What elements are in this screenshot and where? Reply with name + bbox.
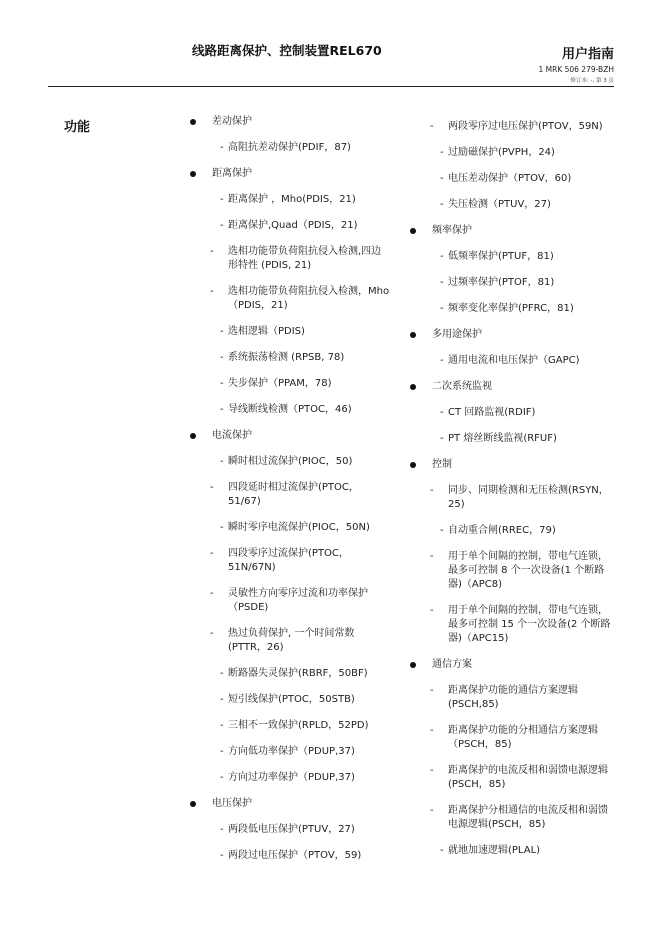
category-item — [190, 115, 390, 129]
dash-marker: - — [440, 433, 444, 444]
function-label: 用于单个间隔的控制，带电气连锁，最多可控制 8 个一次设备(1 个断路器)（APC8) — [448, 551, 608, 590]
dash-marker: - — [440, 525, 444, 536]
category-label: 电压保护 — [212, 798, 252, 809]
function-item — [410, 432, 615, 446]
category-item — [190, 429, 390, 443]
dash-marker: - — [220, 352, 224, 363]
bullet-icon — [410, 662, 416, 668]
function-label: PT 熔丝断线监视(RFUF) — [448, 433, 557, 444]
function-label: 灵敏性方向零序过流和功率保护（PSDE) — [228, 588, 368, 613]
dash-marker: - — [220, 668, 224, 679]
function-item — [190, 547, 390, 575]
category-label: 二次系统监视 — [432, 381, 492, 392]
dash-marker: - — [430, 805, 434, 816]
function-item — [190, 745, 390, 759]
function-item — [190, 719, 390, 733]
dash-marker: - — [440, 147, 444, 158]
dash-marker: - — [440, 845, 444, 856]
dash-marker: - — [440, 407, 444, 418]
function-item — [190, 193, 390, 207]
dash-marker: - — [440, 173, 444, 184]
bullet-icon — [190, 171, 196, 177]
function-item — [410, 844, 615, 858]
function-label: 两段零序过电压保护(PTOV，59N) — [448, 121, 603, 132]
dash-marker: - — [440, 277, 444, 288]
bullet-icon — [410, 462, 416, 468]
function-label: 用于单个间隔的控制，带电气连锁，最多可控制 15 个一次设备(2 个断路器)（APC15) — [448, 605, 611, 644]
category-label: 差动保护 — [212, 116, 252, 127]
dash-marker: - — [440, 199, 444, 210]
bullet-icon — [190, 801, 196, 807]
function-item — [410, 250, 615, 264]
function-item — [190, 667, 390, 681]
dash-marker: - — [430, 605, 434, 616]
bullet-icon — [190, 433, 196, 439]
function-item — [190, 219, 390, 233]
function-label: 断路器失灵保护(RBRF，50BF) — [228, 668, 368, 679]
dash-marker: - — [210, 548, 214, 559]
function-label: 选相功能带负荷阻抗侵入检测,四边形特性 (PDIS, 21) — [228, 246, 382, 271]
dash-marker: - — [220, 378, 224, 389]
function-item — [190, 285, 390, 313]
function-label: 三相不一致保护(RPLD，52PD) — [228, 720, 369, 731]
function-label: 距离保护功能的分相通信方案逻辑（PSCH，85) — [448, 725, 598, 750]
dash-marker: - — [220, 824, 224, 835]
dash-marker: - — [220, 404, 224, 415]
function-label: 自动重合闸(RREC，79) — [448, 525, 556, 536]
function-list-right-column — [410, 120, 615, 870]
dash-marker: - — [210, 628, 214, 639]
function-label: 方向低功率保护（PDUP,37) — [228, 746, 355, 757]
function-label: 选相逻辑（PDIS) — [228, 326, 305, 337]
dash-marker: - — [220, 746, 224, 757]
category-item — [410, 458, 615, 472]
function-item — [190, 521, 390, 535]
function-label: 四段零序过流保护(PTOC，51N/67N) — [228, 548, 349, 573]
function-item — [190, 325, 390, 339]
function-item — [190, 771, 390, 785]
function-label: 过励磁保护(PVPH，24) — [448, 147, 555, 158]
dash-marker: - — [220, 194, 224, 205]
dash-marker: - — [220, 522, 224, 533]
function-item — [190, 849, 390, 863]
function-item — [410, 724, 615, 752]
function-label: 距离保护的电流反相和弱馈电源逻辑(PSCH，85) — [448, 765, 608, 790]
function-item — [410, 550, 615, 592]
bullet-icon — [410, 228, 416, 234]
function-label: 距离保护分相通信的电流反相和弱馈电源逻辑(PSCH，85) — [448, 805, 608, 830]
category-item — [410, 380, 615, 394]
category-item — [190, 167, 390, 181]
dash-marker: - — [220, 326, 224, 337]
dash-marker: - — [430, 725, 434, 736]
dash-marker: - — [220, 694, 224, 705]
function-label: 电压差动保护（PTOV，60) — [448, 173, 572, 184]
function-item — [410, 764, 615, 792]
bullet-icon — [410, 384, 416, 390]
category-label: 通信方案 — [432, 659, 472, 670]
function-label: CT 回路监视(RDIF) — [448, 407, 536, 418]
function-item — [410, 354, 615, 368]
guide-title: 用户指南 — [561, 47, 614, 62]
function-label: 距离保护,Quad（PDIS，21) — [228, 220, 358, 231]
function-label: 同步、同期检测和无压检测(RSYN，25) — [448, 485, 609, 510]
function-item — [410, 120, 615, 134]
function-item — [190, 351, 390, 365]
function-label: 四段延时相过流保护(PTOC，51/67) — [228, 482, 359, 507]
function-item — [410, 276, 615, 290]
function-item — [190, 587, 390, 615]
dash-marker: - — [220, 720, 224, 731]
function-label: 导线断线检测（PTOC，46) — [228, 404, 352, 415]
document-number: 1 MRK 506 279-BZH — [538, 65, 614, 74]
dash-marker: - — [220, 220, 224, 231]
function-item — [190, 823, 390, 837]
function-item — [410, 302, 615, 316]
bullet-icon — [410, 332, 416, 338]
function-item — [190, 455, 390, 469]
category-label: 多用途保护 — [432, 329, 482, 340]
function-item — [190, 693, 390, 707]
dash-marker: - — [220, 850, 224, 861]
revision-page-info: 修订本: -, 第 3 页 — [570, 78, 614, 84]
function-label: 高阻抗差动保护(PDIF，87) — [228, 142, 351, 153]
dash-marker: - — [440, 251, 444, 262]
header-divider — [48, 86, 614, 87]
document-title: 线路距离保护、控制装置REL670 — [192, 43, 382, 58]
dash-marker: - — [440, 355, 444, 366]
category-item — [410, 658, 615, 672]
category-item — [410, 328, 615, 342]
function-item — [190, 403, 390, 417]
function-label: 频率变化率保护(PFRC，81) — [448, 303, 574, 314]
function-item — [410, 406, 615, 420]
dash-marker: - — [440, 303, 444, 314]
dash-marker: - — [430, 685, 434, 696]
dash-marker: - — [220, 456, 224, 467]
category-label: 电流保护 — [212, 430, 252, 441]
dash-marker: - — [430, 765, 434, 776]
function-item — [410, 146, 615, 160]
function-item — [190, 627, 390, 655]
function-item — [410, 172, 615, 186]
function-item — [410, 804, 615, 832]
category-label: 控制 — [432, 459, 452, 470]
dash-marker: - — [430, 121, 434, 132]
function-label: 短引线保护(PTOC，50STB) — [228, 694, 355, 705]
function-label: 失压检测（PTUV，27) — [448, 199, 551, 210]
function-list-left-column — [190, 115, 390, 875]
function-label: 方向过功率保护（PDUP,37) — [228, 772, 355, 783]
function-label: 瞬时零序电流保护(PIOC，50N) — [228, 522, 370, 533]
dash-marker: - — [210, 588, 214, 599]
dash-marker: - — [220, 772, 224, 783]
bullet-icon — [190, 119, 196, 125]
dash-marker: - — [210, 482, 214, 493]
category-item — [190, 797, 390, 811]
function-item — [410, 524, 615, 538]
function-label: 距离保护 ，Mho(PDIS，21) — [228, 194, 356, 205]
function-label: 就地加速逻辑(PLAL) — [448, 845, 541, 856]
dash-marker: - — [430, 485, 434, 496]
section-title: 功能 — [64, 120, 91, 135]
category-label: 频率保护 — [432, 225, 472, 236]
function-item — [410, 198, 615, 212]
category-item — [410, 224, 615, 238]
function-item — [410, 684, 615, 712]
function-label: 低频率保护(PTUF，81) — [448, 251, 554, 262]
function-label: 失步保护（PPAM，78) — [228, 378, 332, 389]
function-label: 系统振荡检测 (RPSB, 78) — [228, 352, 345, 363]
function-label: 距离保护功能的通信方案逻辑(PSCH,85) — [448, 685, 578, 710]
function-label: 热过负荷保护, 一个时间常数(PTTR，26) — [228, 628, 355, 653]
function-label: 过频率保护(PTOF，81) — [448, 277, 555, 288]
function-item — [410, 604, 615, 646]
function-label: 瞬时相过流保护(PIOC，50) — [228, 456, 353, 467]
function-item — [190, 481, 390, 509]
function-item — [190, 141, 390, 155]
dash-marker: - — [210, 286, 214, 297]
dash-marker: - — [430, 551, 434, 562]
dash-marker: - — [210, 246, 214, 257]
dash-marker: - — [220, 142, 224, 153]
category-label: 距离保护 — [212, 168, 252, 179]
function-label: 两段低电压保护(PTUV，27) — [228, 824, 355, 835]
function-item — [410, 484, 615, 512]
function-item — [190, 377, 390, 391]
function-item — [190, 245, 390, 273]
function-label: 两段过电压保护（PTOV，59) — [228, 850, 362, 861]
function-label: 通用电流和电压保护（GAPC) — [448, 355, 580, 366]
function-label: 选相功能带负荷阻抗侵入检测，Mho（PDIS，21) — [228, 286, 390, 311]
header-right-block — [538, 43, 614, 84]
